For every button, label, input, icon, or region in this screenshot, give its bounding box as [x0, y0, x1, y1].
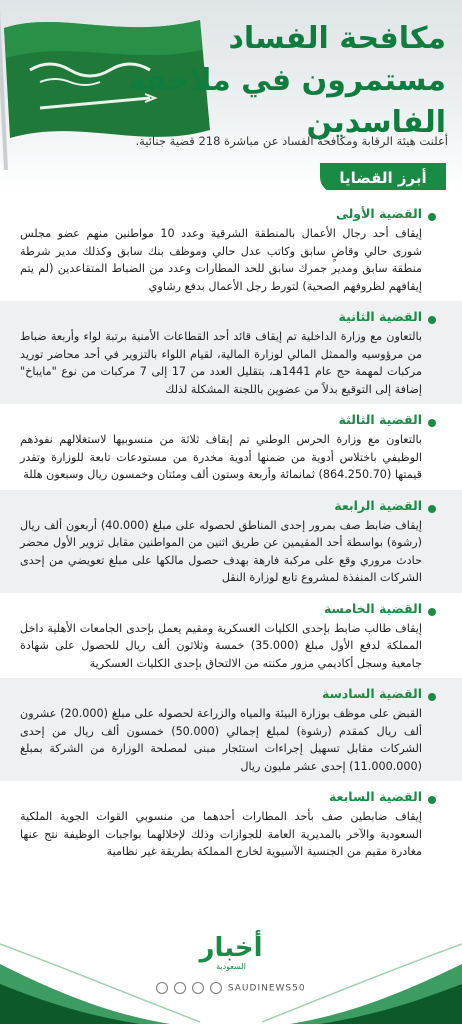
subtitle: أعلنت هيئة الرقابة ومكافحة الفساد عن مباشرة 218 قضية جنائية.	[135, 134, 448, 148]
social-handles	[0, 982, 462, 994]
logo-text: أخبار	[199, 933, 263, 963]
logo-subtext: السعودية	[216, 962, 246, 971]
bullet-icon	[428, 419, 436, 427]
case-text: إيقاف أحد رجال الأعمال بالمنطقة الشرقية وعدد 10 مواطنين منهم عضو مجلس شورى حالي وقاضٍ سابق وكاتب عدل حالي وموظف بنك سابق وكذلك مدير شرطة منطقة سابق ومدير جمرك سابق للحد المطارات وعدد من الضباط المتقاعدين (لم يتم إيقافهم لظروفهم الصحية) لتورط رجل الأعمال بدفع رشاوي	[20, 227, 422, 293]
case-item	[0, 593, 462, 679]
bullet-icon	[428, 608, 436, 616]
case-title: القضية الثانية	[338, 309, 422, 324]
instagram-icon	[156, 982, 168, 994]
case-text: بالتعاون مع وزارة الحرس الوطني تم إيقاف ثلاثة من منسوبيها لاستغلالهم نفوذهم الوظيفي باختلاس أدوية من ضمنها أدوية مخدرة من مستودعات تابعة للوزارة وتقدر قيمتها (864.250.70) ثمانمائة وأربعة وستون ألف ومئتان وخمسون ريال وسبعون هللة	[20, 433, 422, 481]
case-text: إيقاف طالب ضابط بإحدى الكليات العسكرية ومقيم يعمل بإحدى الجامعات الأهلية داخل المملكة لدفع الأول مبلغ (35.000) خمسة وثلاثون ألف ريال للحصول على شهادة جامعية وسجل أكاديمي مزور مكنته من الالتحاق بإحدى الكليات العسكرية	[20, 621, 422, 670]
bullet-icon	[428, 213, 436, 221]
case-item	[0, 781, 462, 867]
snapchat-icon	[210, 982, 222, 994]
section-tag: أبرز القضايا	[320, 163, 446, 190]
case-item	[0, 490, 462, 593]
brand-logo	[0, 934, 462, 972]
bullet-icon	[428, 796, 436, 804]
case-text: إيقاف ضابطين صف بأحد المطارات أحدهما من منسوبي القوات الجوية الملكية السعودية والآخر بالمديرية العامة للجوازات وذلك لإخلالهما بواجبات الوظيفة نتج عنها مغادرة مقيم من الجنسية الآسيوية لخارج المملكة بطريقة غير نظامية	[20, 810, 422, 858]
header	[0, 0, 462, 190]
bullet-icon	[428, 693, 436, 701]
case-item	[0, 301, 462, 404]
twitter-icon	[192, 982, 204, 994]
case-title: القضية الخامسة	[323, 600, 422, 616]
case-title: القضية السابعة	[328, 789, 422, 804]
case-item	[0, 198, 462, 301]
case-text: القبض على موظف بوزارة البيئة والمياه والزراعة لحصوله على مبلغ (20.000) عشرون ألف ريال كمقدم (رشوة) لمبلغ إجمالي (50.000) خمسون ألف ريال من إحدى الشركات مقابل تسهيل إجراءات استئجار مبنى لمصلحة الوزارة من الشركة بمبلغ (11.000.000) إحدى عشر مليون ريال	[20, 707, 422, 773]
title-line-2: مستمرون في ملاحقة	[127, 63, 446, 98]
case-title: القضية الثالثة	[338, 412, 422, 427]
case-item	[0, 404, 462, 490]
case-text: بالتعاون مع وزارة الداخلية تم إيقاف قائد أحد القطاعات الأمنية برتبة لواء وأربعة ضباط من مرؤوسيه والممثل المالي لوزارة المالية، لقيام اللواء بالتزوير في أحد محاضر توريد مركبات لمهمة حج عام 1441هـ، بتقليل العدد من 17 إلى 7 مركبات من نوع "مايباخ" إضافة إلى التوقيع بدلاً من عضوين باللجنة المشكلة لذلك	[20, 330, 422, 396]
case-title: القضية الأولى	[335, 206, 422, 221]
title-line-1: مكافحة الفساد	[228, 21, 446, 56]
title-line-3: الفاسدين	[306, 105, 446, 140]
case-text: إيقاف ضابط صف بمرور إحدى المناطق لحصوله على مبلغ (40.000) أربعون ألف ريال (رشوة) بواسطة أحد المقيمين عن طريق اثنين من المواطنين مقابل تزوير الأول محضر حادث مروري وقع على مركبة فارهة بهدف حصول مالكها على مبلغ تعويضي من إحدى الشركات المنفذة لمشروع تابع لوزارة النقل	[20, 518, 422, 584]
case-title: القضية السادسة	[321, 686, 422, 701]
case-item	[0, 678, 462, 781]
social-handle-text: SAUDINEWS50	[227, 983, 306, 994]
cases-list	[0, 198, 462, 867]
bullet-icon	[428, 505, 436, 513]
page-title	[127, 18, 446, 144]
youtube-icon	[174, 982, 186, 994]
footer	[0, 904, 462, 1024]
case-title: القضية الرابعة	[334, 497, 422, 513]
bullet-icon	[428, 316, 436, 324]
